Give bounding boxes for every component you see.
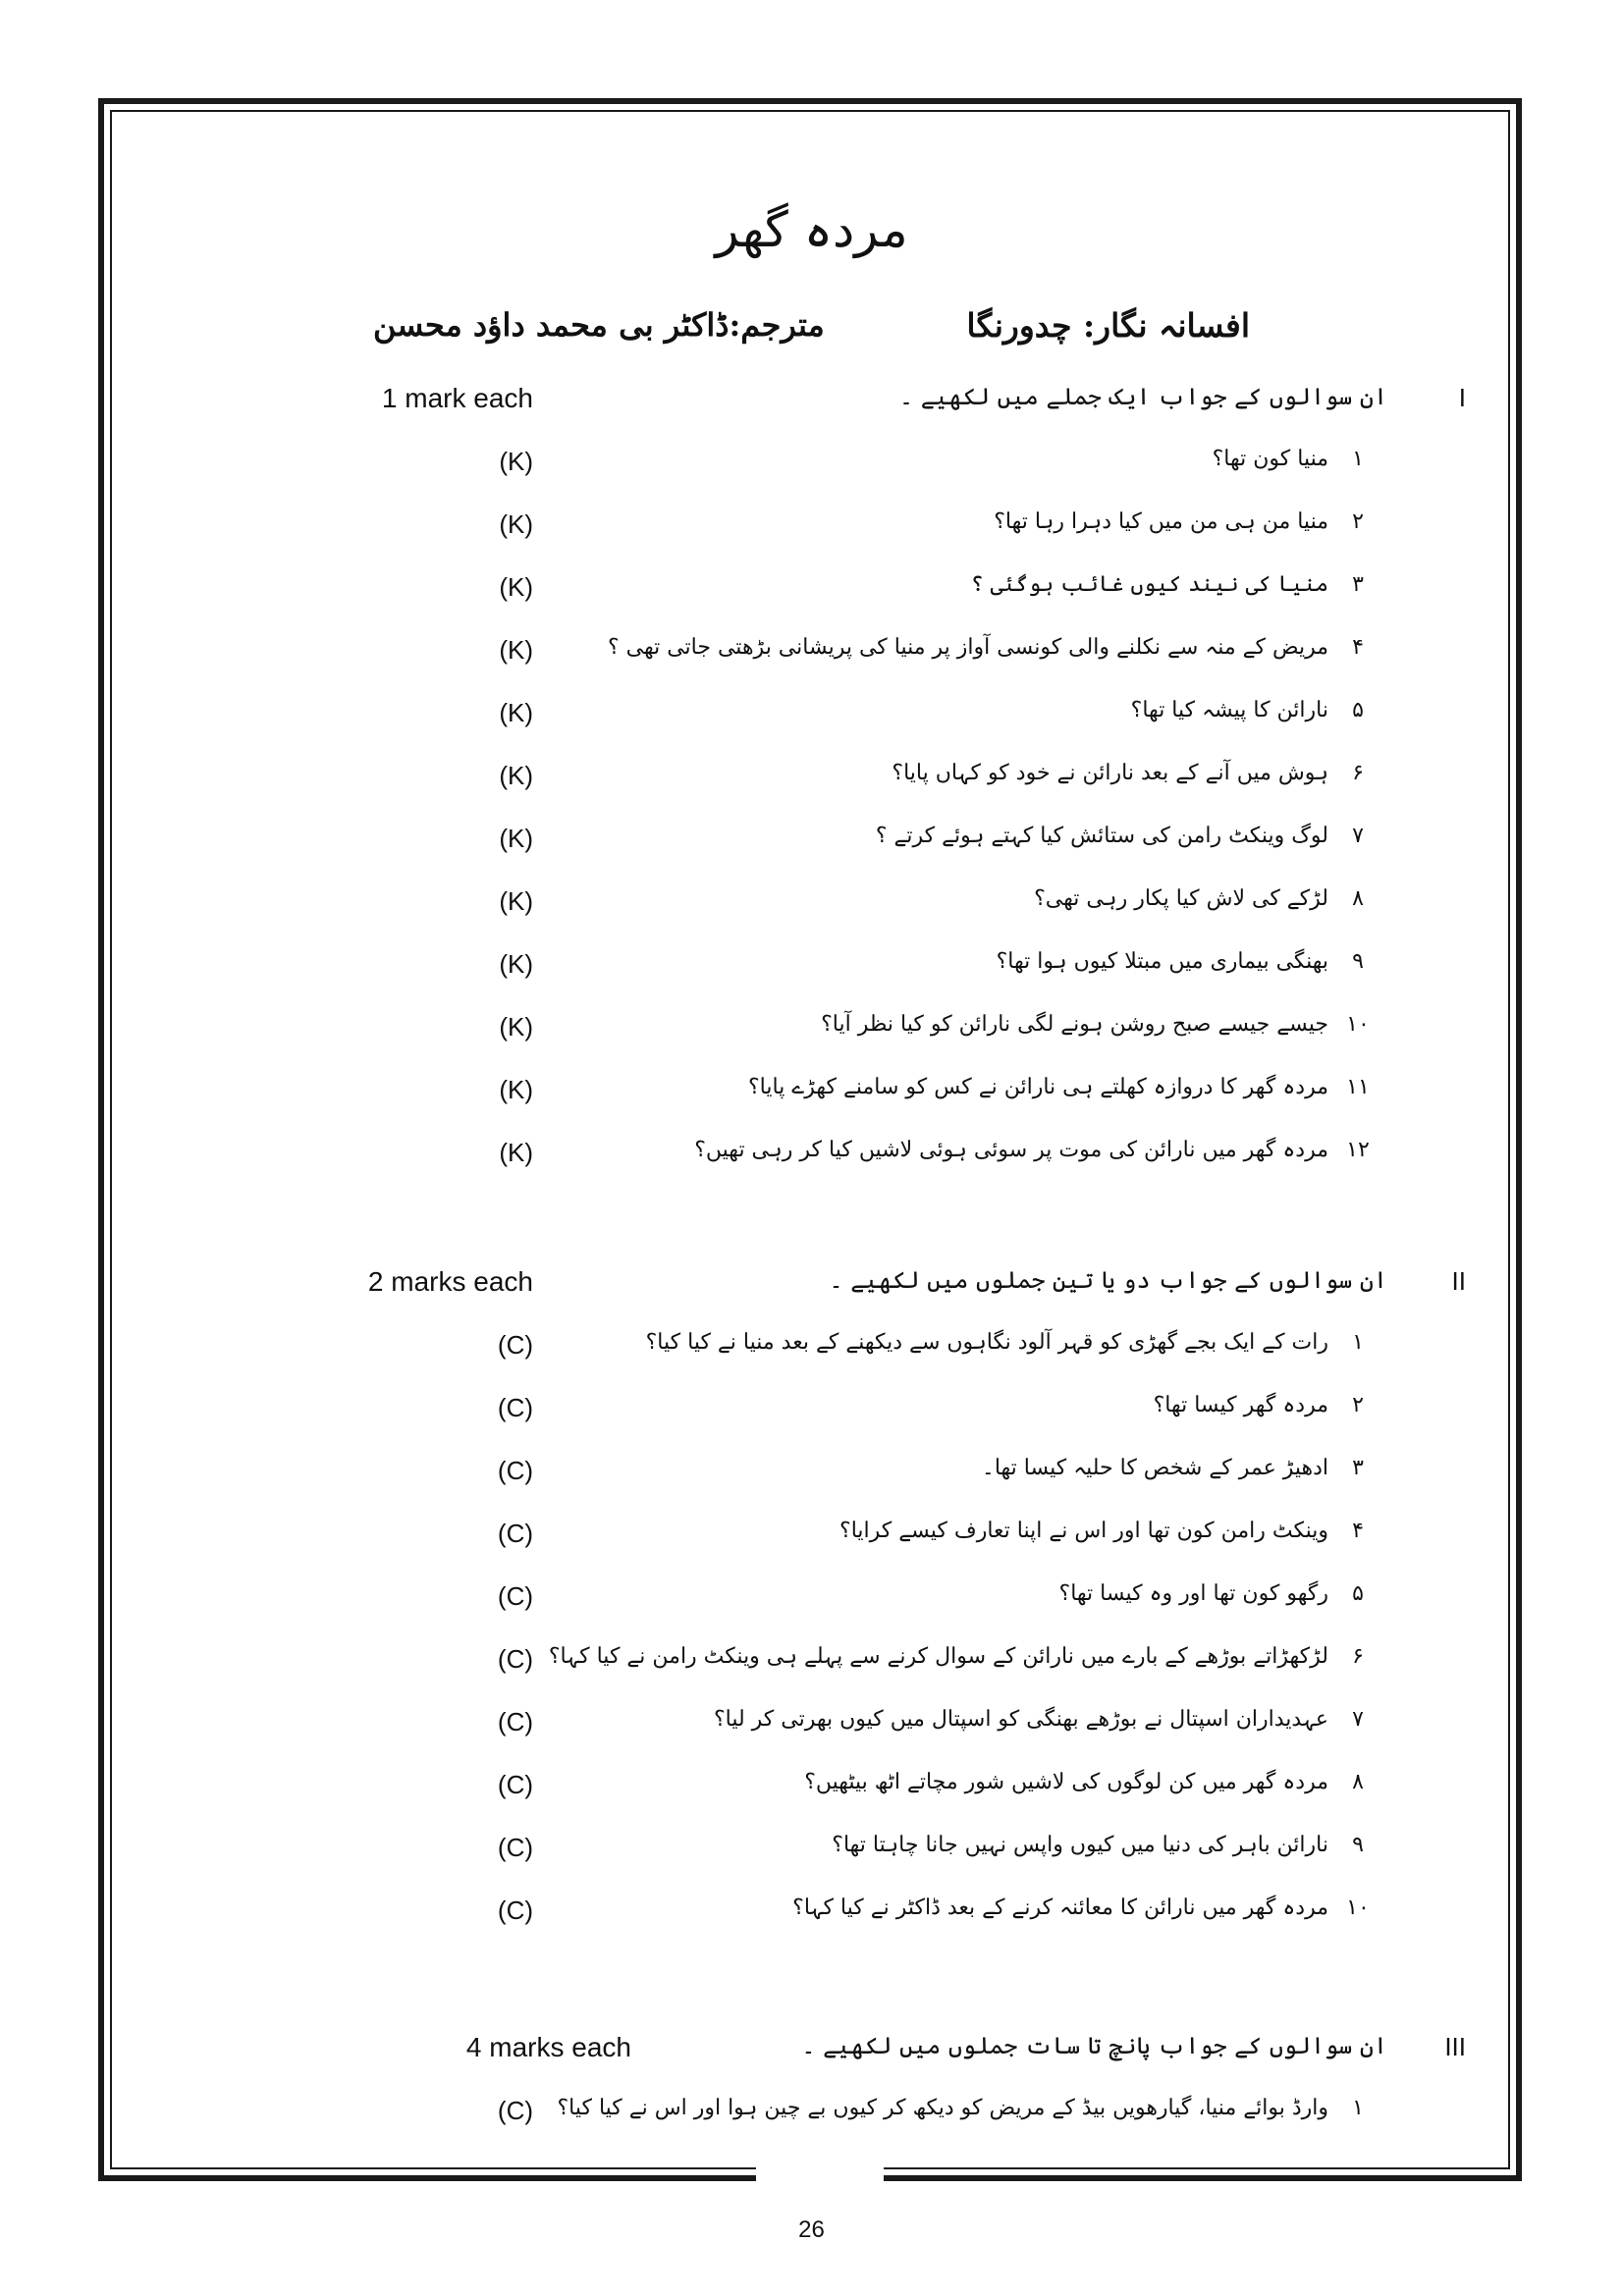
question-row [0,1075,1623,1114]
question-text: ہوش میں آنے کے بعد نارائن نے خود کو کہاں پایا؟ [892,761,1328,785]
question-row [0,1012,1623,1051]
section-header [0,1266,1623,1306]
question-number: ۸ [1352,1770,1364,1794]
question-level-tag: (C) [497,1707,533,1736]
question-row [0,509,1623,549]
question-text: بھنگی بیماری میں مبتلا کیوں ہوا تھا؟ [996,949,1328,974]
question-number: ۷ [1352,824,1364,848]
question-text: مردہ گھر میں کن لوگوں کی لاشیں شور مچاتے اٹھ بیٹھیں؟ [804,1770,1328,1794]
question-level-tag: (K) [499,509,533,539]
question-text: لڑکھڑاتے بوڑھے کے بارے میں نارائن کے سوال کرنے سے پہلے ہی وینکٹ رامن نے کیا کہا؟ [548,1644,1328,1669]
question-row [0,1770,1623,1809]
question-row [0,698,1623,737]
question-level-tag: (K) [499,1012,533,1041]
section-header [0,383,1623,422]
question-row [0,635,1623,674]
question-number: ۵ [1352,1581,1364,1606]
question-text: لڑکے کی لاش کیا پکار رہی تھی؟ [1034,886,1328,911]
question-level-tag: (K) [499,761,533,790]
question-row [0,761,1623,800]
question-number: ۹ [1352,949,1364,974]
question-row [0,1644,1623,1683]
question-number: ۱۲ [1346,1138,1370,1162]
question-row [0,2096,1623,2135]
question-level-tag: (K) [499,698,533,727]
question-level-tag: (K) [499,824,533,853]
question-row [0,1581,1623,1621]
question-number: ۵ [1352,698,1364,722]
question-row [0,447,1623,486]
question-number: ۴ [1352,635,1364,660]
question-number: ۱ [1352,1330,1364,1355]
question-number: ۱۰ [1346,1896,1370,1920]
question-text: وینکٹ رامن کون تھا اور اس نے اپنا تعارف کیسے کرایا؟ [839,1519,1328,1543]
question-text: رات کے ایک بجے گھڑی کو قہر آلود نگاہوں سے دیکھنے کے بعد منیا نے کیا کیا؟ [645,1330,1328,1355]
question-text: وارڈ بوائے منیا، گیارھویں بیڈ کے مریض کو دیکھ کر کیوں بے چین ہوا اور اس نے کیا کیا؟ [557,2096,1328,2120]
question-row [0,1456,1623,1495]
question-row [0,1896,1623,1935]
section-roman-numeral: II [1451,1266,1466,1296]
question-text: منیا کی نیند کیوں غائب ہوگئی ؟ [970,572,1328,597]
question-text: مردہ گھر میں نارائن کی موت پر سوئی ہوئی لاشیں کیا کر رہی تھیں؟ [694,1138,1328,1162]
translator-credit: مترجم:ڈاکٹر بی محمد داؤد محسن [373,306,825,344]
question-text: منیا کون تھا؟ [1212,447,1328,471]
question-text: عہدیداران اسپتال نے بوڑھے بھنگی کو اسپتال میں کیوں بھرتی کر لیا؟ [713,1707,1328,1732]
question-number: ۷ [1352,1707,1364,1732]
page-number: 26 [798,2216,825,2243]
question-level-tag: (K) [499,447,533,476]
question-text: مریض کے منہ سے نکلنے والی کونسی آواز پر منیا کی پریشانی بڑھتی جاتی تھی ؟ [607,635,1328,660]
section-marks: 1 mark each [381,383,533,413]
question-number: ۱۱ [1346,1075,1370,1099]
question-row [0,1519,1623,1558]
section-header [0,2032,1623,2071]
question-level-tag: (C) [497,1770,533,1799]
question-number: ۳ [1352,572,1364,597]
section-roman-numeral: III [1444,2032,1466,2061]
question-text: نارائن باہر کی دنیا میں کیوں واپس نہیں جانا چاہتا تھا؟ [832,1833,1328,1857]
question-number: ۹ [1352,1833,1364,1857]
question-text: لوگ وینکٹ رامن کی ستائش کیا کہتے ہوئے کرتے ؟ [875,824,1328,848]
question-level-tag: (K) [499,1075,533,1104]
question-row [0,1330,1623,1369]
question-text: منیا من ہی من میں کیا دہرا رہا تھا؟ [994,509,1328,534]
question-level-tag: (C) [497,1833,533,1862]
question-level-tag: (C) [497,2096,533,2125]
writer-credit: افسانہ نگار: چدورنگا [966,306,1250,345]
section-instruction: ان سوالوں کے جواب ایک جملے میں لکھیے ۔ [899,383,1387,410]
question-text: جیسے جیسے صبح روشن ہونے لگی نارائن کو کیا نظر آیا؟ [821,1012,1328,1037]
question-row [0,886,1623,926]
footer-gap [756,2165,884,2195]
section-instruction: ان سوالوں کے جواب دو یا تین جملوں میں لکھیے ۔ [829,1266,1387,1294]
section-roman-numeral: I [1458,383,1466,412]
question-number: ۲ [1352,509,1364,534]
question-row [0,572,1623,612]
question-level-tag: (K) [499,635,533,665]
question-row [0,824,1623,863]
section-marks: 2 marks each [367,1266,533,1297]
question-text: مردہ گھر میں نارائن کا معائنہ کرنے کے بعد ڈاکٹر نے کیا کہا؟ [792,1896,1328,1920]
question-number: ۱۰ [1346,1012,1370,1037]
question-text: نارائن کا پیشہ کیا تھا؟ [1130,698,1328,722]
question-number: ۶ [1352,761,1364,785]
question-row [0,949,1623,988]
section-instruction: ان سوالوں کے جواب پانچ تا سات جملوں میں لکھیے ۔ [801,2032,1387,2059]
question-row [0,1833,1623,1872]
question-level-tag: (C) [497,1644,533,1674]
question-row [0,1138,1623,1177]
question-row [0,1393,1623,1432]
section-marks: 4 marks each [465,2032,631,2062]
question-level-tag: (C) [497,1896,533,1925]
question-level-tag: (K) [499,949,533,979]
question-text: ادھیڑ عمر کے شخص کا حلیہ کیسا تھا۔ [981,1456,1328,1480]
question-row [0,1707,1623,1746]
question-number: ۲ [1352,1393,1364,1417]
question-number: ۶ [1352,1644,1364,1669]
question-level-tag: (C) [497,1393,533,1422]
question-text: مردہ گھر کیسا تھا؟ [1153,1393,1328,1417]
question-number: ۴ [1352,1519,1364,1543]
page-title: مردہ گھر [715,201,908,258]
question-number: ۸ [1352,886,1364,911]
question-level-tag: (K) [499,886,533,916]
question-level-tag: (C) [497,1330,533,1360]
question-number: ۳ [1352,1456,1364,1480]
question-number: ۱ [1352,2096,1364,2120]
question-level-tag: (K) [499,1138,533,1167]
question-text: مردہ گھر کا دروازہ کھلتے ہی نارائن نے کس کو سامنے کھڑے پایا؟ [747,1075,1328,1099]
question-level-tag: (K) [499,572,533,602]
question-text: رگھو کون تھا اور وہ کیسا تھا؟ [1058,1581,1328,1606]
question-level-tag: (C) [497,1519,533,1548]
question-number: ۱ [1352,447,1364,471]
question-level-tag: (C) [497,1456,533,1485]
question-level-tag: (C) [497,1581,533,1611]
